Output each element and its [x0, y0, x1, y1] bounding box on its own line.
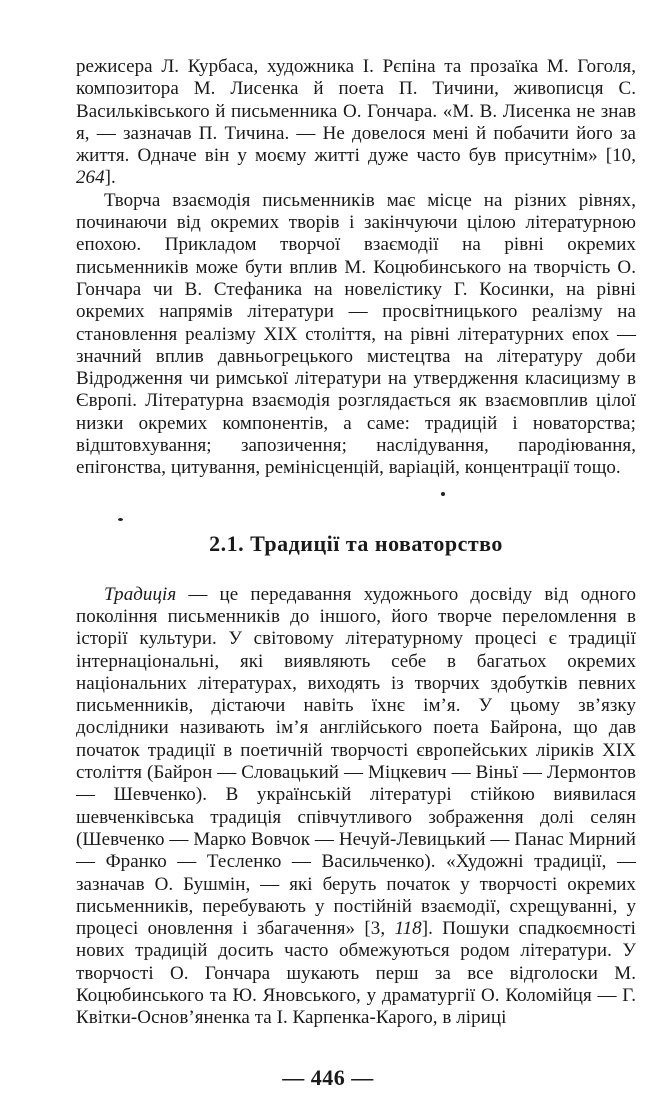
text-run: ]. Пошуки спадкоємності нових традицій досить часто обмежуються родом літератури. У творчості О. Гончара шукають перш за все відголоски М. Коцюбинського та Ю. Яновського, у драматургії О. Коломійця — Г. Квітки-Основ’яненка та І. Карпенка-Карого, в ліриці [76, 918, 637, 1029]
citation-page-italic: 118 [394, 918, 422, 940]
paragraph-3 [76, 584, 636, 1030]
page-number: — 446 — [282, 1065, 374, 1090]
print-speck [118, 518, 123, 521]
citation-page-italic: 264 [76, 167, 105, 189]
paragraph-2 [76, 190, 636, 480]
page-body [76, 56, 636, 1030]
section-heading: 2.1. Традиції та новаторство [209, 530, 503, 556]
print-speck [441, 492, 445, 496]
term-italic: Традиція [104, 583, 177, 605]
text-run: режисера Л. Курбаса, художника І. Рєпіна та прозаїка М. Гоголя, композитора М. Лисенка й поета П. Тичини, живописця С. Васильківського й письменника О. Гончара. «М. В. Лисенка не знав я, — зазначав П. Тичина. — Не довелося мені й побачити його за життя. Одначе він у моєму житті дуже часто був присутнім» [10, [76, 56, 636, 167]
text-run: — це передавання художнього досвіду від одного покоління письменників до іншого, його творче переломлення в історії культури. У світовому літературному процесі є традиції інтернаціональні, які виявляють себе в багатьох окремих національних літературах, виходять із творчих здобутків певних письменників, дістаючи навіть їхнє ім’я. У цьому зв’язку дослідники називають ім’я англійського поета Байрона, що дав початок традиції в поетичній творчості європейських ліриків XIX століття (Байрон — Словацький — Міцкевич — Віньї — Лермонтов — Шевченко). В українській літературі стійкою виявилася шевченківська традиція співчутливого зображення долі селян (Шевченко — Марко Вовчок — Нечуй-Левицький — Панас Мирний — Франко — Тесленко — Васильченко). «Художні традиції, — зазначав О. Бушмін, — які беруть початок у творчості окремих письменників, перебувають у постійній взаємодії, схрещуванні, у процесі оновлення і збагачення» [3, [76, 583, 636, 940]
paragraph-1 [76, 56, 636, 190]
text-run: Творча взаємодія письменників має місце на різних рівнях, починаючи від окремих творів і закінчуючи цілою літературною епохою. Прикладом творчої взаємодії на рівні окремих письменників може бути вплив М. Коцюбинського на творчість О. Гончара чи В. Стефаника на новелістику Г. Косинки, на рівні окремих напрямів літератури — просвітницького реалізму на становлення реалізму XIX століття, на рівні літературних епох — значний вплив давньогрецького мистецтва на літературу доби Відродження чи римської літератури на утвердження класицизму в Європі. Літературна взаємодія розглядається як взаємовплив цілої низки окремих компонентів, а саме: традицій і новаторства; відштовхування; запозичення; наслідування, пародіювання, епігонства, цитування, ремінісценцій, варіацій, концентрації тощо. [76, 189, 636, 479]
text-run: ]. [104, 167, 116, 189]
